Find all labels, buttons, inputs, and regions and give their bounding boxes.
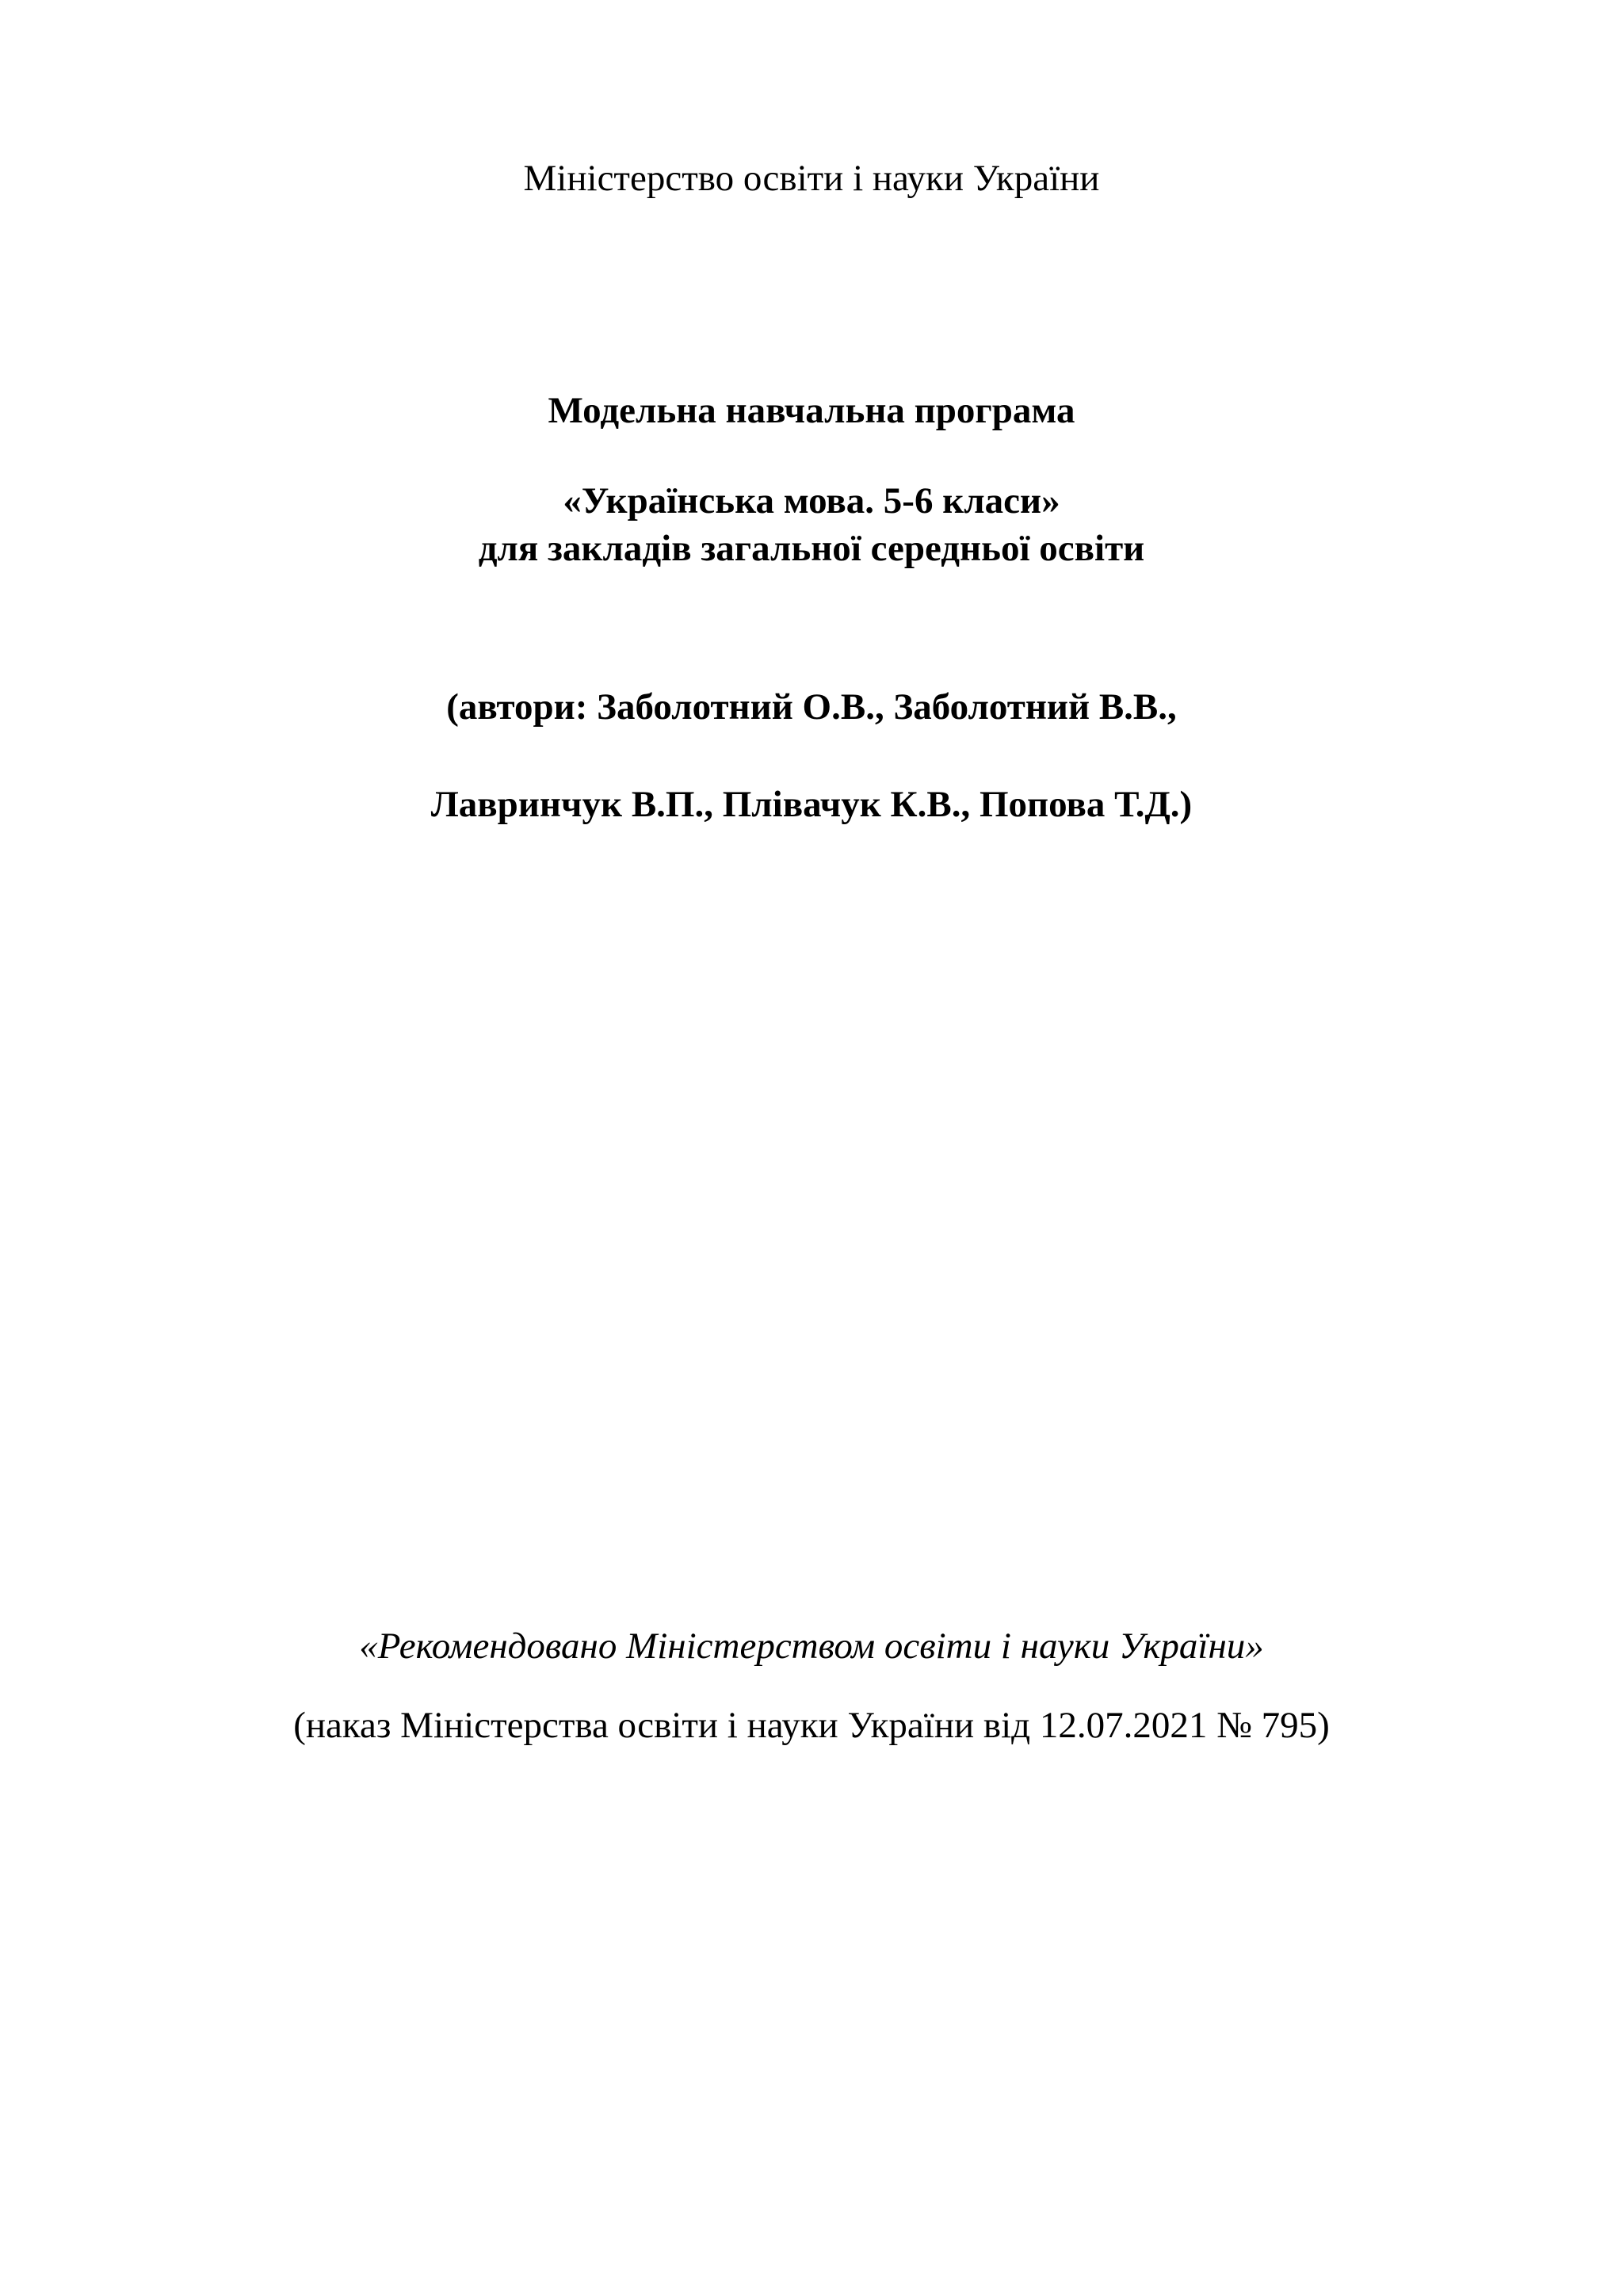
program-audience: для закладів загальної середньої освіти [478,528,1145,569]
order-reference: (наказ Міністерства освіти і науки України від 12.07.2021 № 795) [293,1705,1330,1746]
recommendation-note: «Рекомендовано Міністерством освіти і науки України» [359,1626,1264,1667]
authors-line-2: Лавринчук В.П., Плівачук К.В., Попова Т.Д.) [430,784,1193,825]
authors-line-1: (автори: Заболотний О.В., Заболотний В.В., [446,686,1177,728]
program-title: Модельна навчальна програма [548,390,1075,431]
ministry-header: Міністерство освіти і науки України [523,158,1100,199]
program-name: «Українська мова. 5-6 класи» [563,480,1060,521]
